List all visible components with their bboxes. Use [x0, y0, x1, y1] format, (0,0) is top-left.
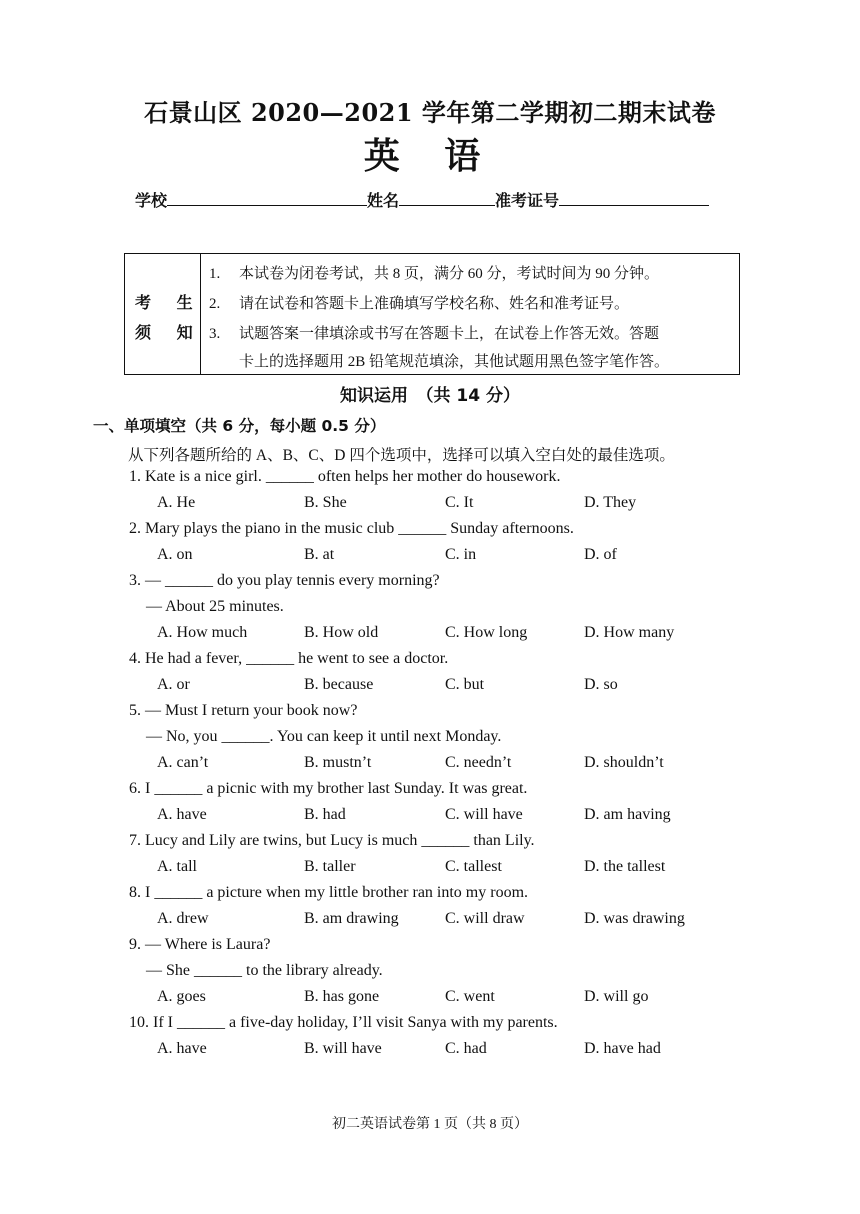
- student-info-line: [135, 188, 709, 211]
- question-2-stem: 2. Mary plays the piano in the music club ______ Sunday afternoons.: [129, 520, 574, 537]
- notice-heading: [125, 254, 201, 374]
- question-3-option-d[interactable]: D. How many: [584, 624, 675, 641]
- question-4-option-d[interactable]: D. so: [584, 676, 618, 693]
- question-6-option-d[interactable]: D. am having: [584, 806, 671, 823]
- question-1-option-d[interactable]: D. They: [584, 494, 637, 511]
- question-3-option-b[interactable]: B. How old: [304, 624, 379, 641]
- question-8-option-d[interactable]: D. was drawing: [584, 910, 685, 927]
- question-9-option-b[interactable]: B. has gone: [304, 988, 380, 1005]
- question-9-option-c[interactable]: C. went: [445, 988, 495, 1005]
- page-footer: 初二英语试卷第 1 页（共 8 页）: [332, 1117, 528, 1132]
- question-2-option-a[interactable]: A. on: [157, 546, 193, 563]
- name-blank[interactable]: [399, 191, 495, 206]
- school-label: 学校: [135, 191, 168, 210]
- question-8-option-b[interactable]: B. am drawing: [304, 910, 399, 927]
- question-1-option-c[interactable]: C. It: [445, 494, 474, 511]
- question-10-option-b[interactable]: B. will have: [304, 1040, 382, 1057]
- notice-rule: 3. 试题答案一律填涂或书写在答题卡上，在试卷上作答无效。答题: [209, 326, 660, 342]
- question-6-option-a[interactable]: A. have: [157, 806, 207, 823]
- notice-rule: 卡上的选择题用 2B 铅笔规范填涂，其他试题用黑色签字笔作答。: [239, 354, 670, 370]
- question-6-option-c[interactable]: C. will have: [445, 806, 523, 823]
- part1-title: 一、单项填空（共 6 分，每小题 0.5 分）: [93, 417, 386, 435]
- question-10-stem: 10. If I ______ a five-day holiday, I’ll visit Sanya with my parents.: [129, 1014, 558, 1031]
- question-5-option-b[interactable]: B. mustn’t: [304, 754, 372, 771]
- question-3-dialog-line: — About 25 minutes.: [146, 598, 284, 615]
- question-7-option-c[interactable]: C. tallest: [445, 858, 502, 875]
- question-6-stem: 6. I ______ a picnic with my brother last Sunday. It was great.: [129, 780, 528, 797]
- question-5-option-a[interactable]: A. can’t: [157, 754, 209, 771]
- notice-heading-line1: 考 生: [135, 293, 203, 312]
- question-9-option-a[interactable]: A. goes: [157, 988, 206, 1005]
- question-2-option-b[interactable]: B. at: [304, 546, 335, 563]
- section-title: 知识运用 （共 14 分）: [340, 386, 520, 406]
- question-7-option-a[interactable]: A. tall: [157, 858, 197, 875]
- name-label: 姓名: [367, 191, 400, 210]
- question-9-dialog-line: — She ______ to the library already.: [146, 962, 383, 979]
- question-7-option-b[interactable]: B. taller: [304, 858, 356, 875]
- question-10-option-a[interactable]: A. have: [157, 1040, 207, 1057]
- question-1-stem: 1. Kate is a nice girl. ______ often helps her mother do housework.: [129, 468, 561, 485]
- notice-heading-line2: 须 知: [135, 323, 203, 342]
- question-9-stem: 9. — Where is Laura?: [129, 936, 271, 953]
- question-1-option-a[interactable]: A. He: [157, 494, 196, 511]
- question-4-option-a[interactable]: A. or: [157, 676, 190, 693]
- question-4-option-c[interactable]: C. but: [445, 676, 485, 693]
- question-3-option-a[interactable]: A. How much: [157, 624, 248, 641]
- question-2-option-c[interactable]: C. in: [445, 546, 477, 563]
- question-5-stem: 5. — Must I return your book now?: [129, 702, 358, 719]
- question-5-option-d[interactable]: D. shouldn’t: [584, 754, 664, 771]
- question-9-option-d[interactable]: D. will go: [584, 988, 649, 1005]
- exam-id-blank[interactable]: [559, 191, 709, 206]
- question-3-option-c[interactable]: C. How long: [445, 624, 528, 641]
- question-4-option-b[interactable]: B. because: [304, 676, 374, 693]
- part1-instructions: 从下列各题所给的 A、B、C、D 四个选项中，选择可以填入空白处的最佳选项。: [128, 447, 675, 464]
- exam-id-label: 准考证号: [495, 191, 560, 210]
- notice-rule: 2. 请在试卷和答题卡上准确填写学校名称、姓名和准考证号。: [209, 296, 630, 312]
- notice-rule: 1. 本试卷为闭卷考试，共 8 页，满分 60 分，考试时间为 90 分钟。: [209, 266, 660, 282]
- school-blank[interactable]: [167, 191, 367, 206]
- question-7-option-d[interactable]: D. the tallest: [584, 858, 666, 875]
- question-7-stem: 7. Lucy and Lily are twins, but Lucy is much ______ than Lily.: [129, 832, 535, 849]
- question-1-option-b[interactable]: B. She: [304, 494, 347, 511]
- question-4-stem: 4. He had a fever, ______ he went to see a doctor.: [129, 650, 449, 667]
- question-10-option-c[interactable]: C. had: [445, 1040, 487, 1057]
- question-5-dialog-line: — No, you ______. You can keep it until next Monday.: [146, 728, 502, 745]
- exam-title: 石景山区 2020—2021 学年第二学期初二期末试卷: [144, 98, 716, 127]
- question-3-stem: 3. — ______ do you play tennis every morning?: [129, 572, 440, 589]
- subject-title: 英 语: [363, 136, 497, 177]
- question-6-option-b[interactable]: B. had: [304, 806, 346, 823]
- exam-notice-box: [124, 253, 740, 375]
- question-10-option-d[interactable]: D. have had: [584, 1040, 661, 1057]
- question-5-option-c[interactable]: C. needn’t: [445, 754, 512, 771]
- question-8-option-a[interactable]: A. drew: [157, 910, 209, 927]
- question-8-stem: 8. I ______ a picture when my little brother ran into my room.: [129, 884, 529, 901]
- question-8-option-c[interactable]: C. will draw: [445, 910, 525, 927]
- question-2-option-d[interactable]: D. of: [584, 546, 617, 563]
